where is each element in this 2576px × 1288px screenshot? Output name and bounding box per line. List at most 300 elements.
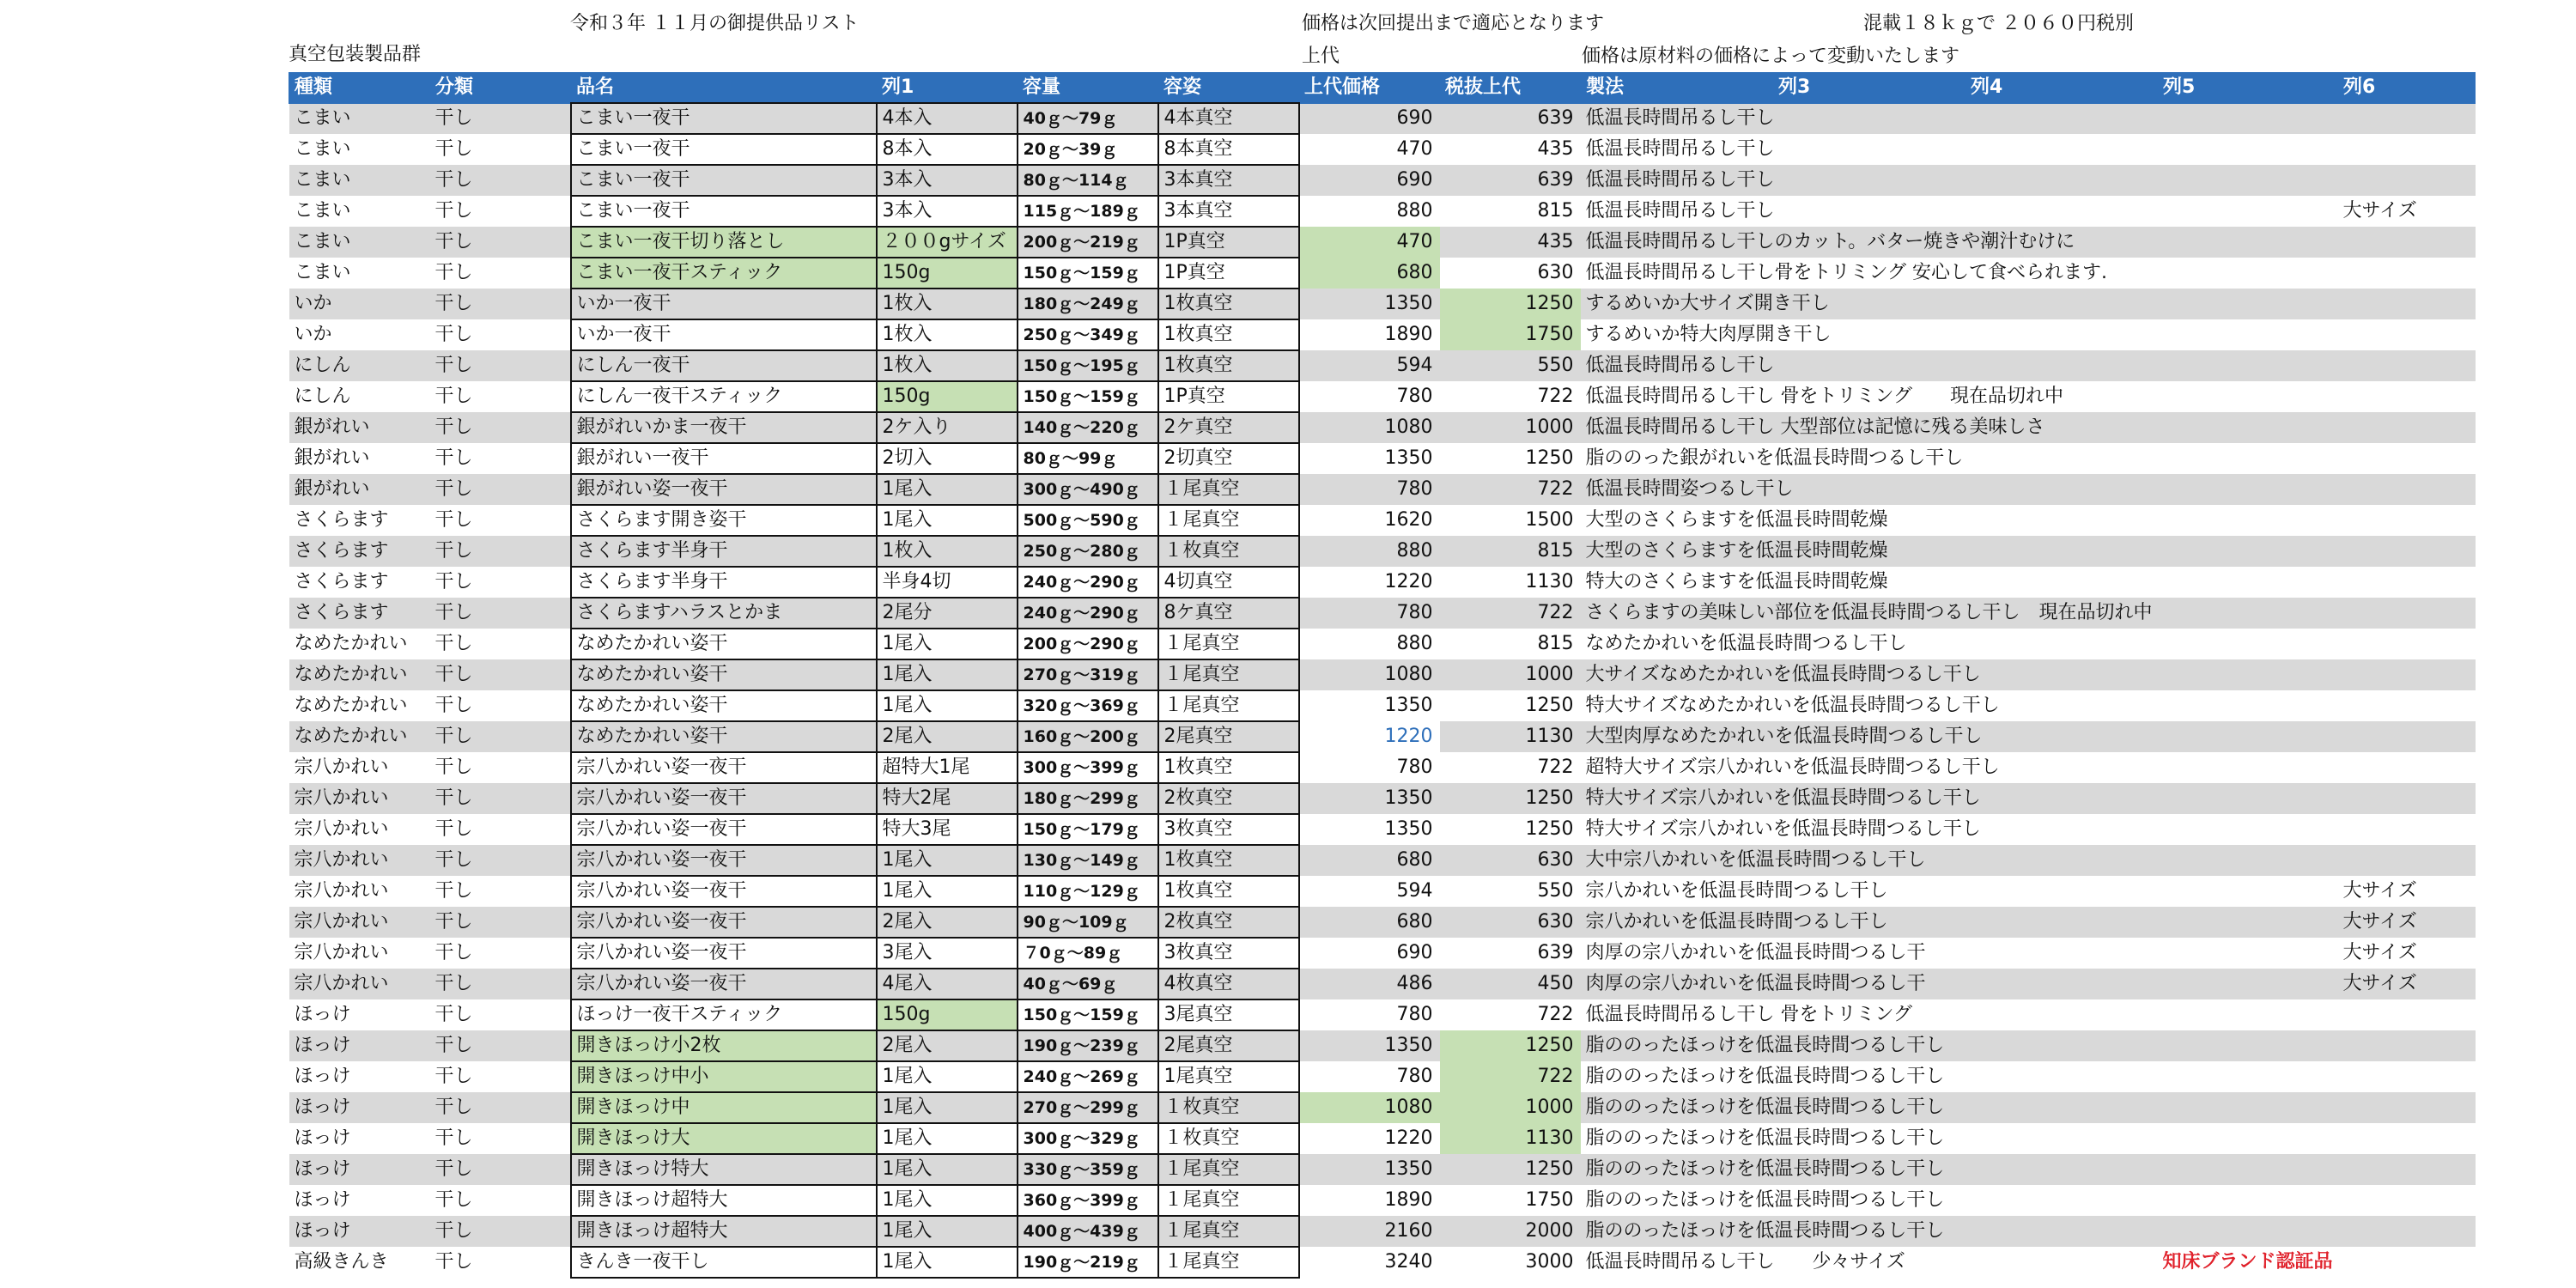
cell-retail-price[interactable] <box>1299 1216 1440 1247</box>
cell-net-price[interactable] <box>1440 783 1581 814</box>
cell-col5[interactable] <box>2158 289 2338 319</box>
cell-category[interactable] <box>430 814 571 845</box>
cell-kind[interactable] <box>289 165 430 196</box>
cell-retail-price[interactable] <box>1299 103 1440 134</box>
cell-product-name[interactable] <box>571 1185 877 1216</box>
cell-method[interactable] <box>1581 1185 2158 1216</box>
cell-product-name[interactable] <box>571 443 877 474</box>
cell-category[interactable] <box>430 567 571 598</box>
cell-form[interactable] <box>1158 721 1299 752</box>
cell-category[interactable] <box>430 412 571 443</box>
cell-col6[interactable] <box>2338 319 2476 350</box>
cell-category[interactable] <box>430 999 571 1030</box>
cell-retail-price[interactable] <box>1299 289 1440 319</box>
cell-col6[interactable] <box>2338 258 2476 289</box>
cell-col1[interactable] <box>877 443 1018 474</box>
cell-form[interactable] <box>1158 1061 1299 1092</box>
cell-retail-price[interactable] <box>1299 350 1440 381</box>
cell-col6[interactable] <box>2338 938 2476 969</box>
cell-kind[interactable] <box>289 1154 430 1185</box>
cell-col6[interactable] <box>2338 412 2476 443</box>
cell-retail-price[interactable] <box>1299 505 1440 536</box>
cell-col5[interactable] <box>2158 938 2338 969</box>
column-header[interactable]: 上代価格 <box>1299 73 1440 104</box>
cell-capacity[interactable] <box>1018 814 1158 845</box>
cell-category[interactable] <box>430 1154 571 1185</box>
cell-retail-price[interactable] <box>1299 134 1440 165</box>
column-header[interactable]: 分類 <box>430 73 571 104</box>
cell-retail-price[interactable] <box>1299 1092 1440 1123</box>
cell-product-name[interactable] <box>571 907 877 938</box>
cell-product-name[interactable] <box>571 227 877 258</box>
cell-method[interactable] <box>1581 258 2158 289</box>
cell-col1[interactable] <box>877 319 1018 350</box>
cell-col1[interactable] <box>877 1092 1018 1123</box>
cell-method[interactable] <box>1581 598 2158 629</box>
cell-col5[interactable] <box>2158 165 2338 196</box>
cell-col1[interactable] <box>877 1030 1018 1061</box>
cell-product-name[interactable] <box>571 1216 877 1247</box>
cell-kind[interactable] <box>289 1092 430 1123</box>
cell-method[interactable] <box>1581 721 2158 752</box>
cell-retail-price[interactable] <box>1299 227 1440 258</box>
column-header[interactable]: 容姿 <box>1158 73 1299 104</box>
cell-kind[interactable] <box>289 845 430 876</box>
cell-col1[interactable] <box>877 1216 1018 1247</box>
cell-product-name[interactable] <box>571 969 877 999</box>
cell-net-price[interactable] <box>1440 1247 1581 1278</box>
cell-col6[interactable] <box>2338 999 2476 1030</box>
cell-col5[interactable] <box>2158 474 2338 505</box>
cell-form[interactable] <box>1158 907 1299 938</box>
cell-form[interactable] <box>1158 598 1299 629</box>
cell-col5[interactable] <box>2158 1030 2338 1061</box>
cell-method[interactable] <box>1581 165 2158 196</box>
cell-net-price[interactable] <box>1440 412 1581 443</box>
cell-col1[interactable] <box>877 969 1018 999</box>
cell-capacity[interactable] <box>1018 1030 1158 1061</box>
cell-form[interactable] <box>1158 350 1299 381</box>
cell-product-name[interactable] <box>571 536 877 567</box>
cell-net-price[interactable] <box>1440 1185 1581 1216</box>
cell-col6[interactable] <box>2338 1123 2476 1154</box>
cell-category[interactable] <box>430 1185 571 1216</box>
cell-method[interactable] <box>1581 196 2158 227</box>
cell-retail-price[interactable] <box>1299 783 1440 814</box>
cell-category[interactable] <box>430 1247 571 1278</box>
cell-col5[interactable] <box>2158 629 2338 659</box>
cell-col1[interactable] <box>877 721 1018 752</box>
cell-kind[interactable] <box>289 412 430 443</box>
cell-form[interactable] <box>1158 999 1299 1030</box>
cell-capacity[interactable] <box>1018 1216 1158 1247</box>
cell-retail-price[interactable] <box>1299 659 1440 690</box>
cell-form[interactable] <box>1158 969 1299 999</box>
cell-category[interactable] <box>430 1030 571 1061</box>
cell-capacity[interactable] <box>1018 350 1158 381</box>
cell-product-name[interactable] <box>571 598 877 629</box>
cell-kind[interactable] <box>289 536 430 567</box>
cell-col5[interactable] <box>2158 1092 2338 1123</box>
cell-col1[interactable] <box>877 1154 1018 1185</box>
cell-col1[interactable] <box>877 1123 1018 1154</box>
cell-net-price[interactable] <box>1440 690 1581 721</box>
cell-method[interactable] <box>1581 938 2158 969</box>
cell-product-name[interactable] <box>571 474 877 505</box>
cell-retail-price[interactable] <box>1299 752 1440 783</box>
cell-method[interactable] <box>1581 1030 2158 1061</box>
cell-retail-price[interactable] <box>1299 165 1440 196</box>
cell-product-name[interactable] <box>571 1061 877 1092</box>
cell-method[interactable] <box>1581 134 2158 165</box>
cell-net-price[interactable] <box>1440 1030 1581 1061</box>
cell-retail-price[interactable] <box>1299 999 1440 1030</box>
cell-product-name[interactable] <box>571 721 877 752</box>
cell-product-name[interactable] <box>571 783 877 814</box>
cell-net-price[interactable] <box>1440 969 1581 999</box>
cell-category[interactable] <box>430 1092 571 1123</box>
cell-col1[interactable] <box>877 659 1018 690</box>
cell-col1[interactable] <box>877 412 1018 443</box>
cell-retail-price[interactable] <box>1299 196 1440 227</box>
cell-kind[interactable] <box>289 258 430 289</box>
cell-net-price[interactable] <box>1440 721 1581 752</box>
cell-kind[interactable] <box>289 783 430 814</box>
cell-col5[interactable] <box>2158 690 2338 721</box>
cell-form[interactable] <box>1158 783 1299 814</box>
cell-kind[interactable] <box>289 1216 430 1247</box>
cell-net-price[interactable] <box>1440 258 1581 289</box>
cell-method[interactable] <box>1581 474 2158 505</box>
cell-form[interactable] <box>1158 1247 1299 1278</box>
cell-form[interactable] <box>1158 1123 1299 1154</box>
cell-col6[interactable] <box>2338 1092 2476 1123</box>
cell-col6[interactable] <box>2338 289 2476 319</box>
cell-capacity[interactable] <box>1018 1092 1158 1123</box>
cell-product-name[interactable] <box>571 999 877 1030</box>
cell-category[interactable] <box>430 196 571 227</box>
cell-method[interactable] <box>1581 1092 2158 1123</box>
cell-col1[interactable] <box>877 876 1018 907</box>
cell-net-price[interactable] <box>1440 443 1581 474</box>
cell-capacity[interactable] <box>1018 1154 1158 1185</box>
cell-kind[interactable] <box>289 938 430 969</box>
cell-capacity[interactable] <box>1018 907 1158 938</box>
cell-retail-price[interactable] <box>1299 969 1440 999</box>
cell-method[interactable] <box>1581 814 2158 845</box>
cell-category[interactable] <box>430 350 571 381</box>
cell-method[interactable] <box>1581 381 2158 412</box>
cell-col6[interactable] <box>2338 1154 2476 1185</box>
cell-form[interactable] <box>1158 165 1299 196</box>
cell-net-price[interactable] <box>1440 227 1581 258</box>
cell-col1[interactable] <box>877 814 1018 845</box>
cell-net-price[interactable] <box>1440 350 1581 381</box>
cell-category[interactable] <box>430 845 571 876</box>
cell-retail-price[interactable] <box>1299 876 1440 907</box>
cell-method[interactable] <box>1581 567 2158 598</box>
cell-category[interactable] <box>430 876 571 907</box>
cell-col5[interactable] <box>2158 412 2338 443</box>
cell-retail-price[interactable] <box>1299 690 1440 721</box>
cell-net-price[interactable] <box>1440 598 1581 629</box>
cell-col5[interactable] <box>2158 1247 2338 1278</box>
cell-form[interactable] <box>1158 289 1299 319</box>
cell-col1[interactable] <box>877 598 1018 629</box>
cell-kind[interactable] <box>289 350 430 381</box>
cell-col6[interactable] <box>2338 1185 2476 1216</box>
cell-col5[interactable] <box>2158 969 2338 999</box>
cell-col1[interactable] <box>877 505 1018 536</box>
cell-col1[interactable] <box>877 999 1018 1030</box>
cell-kind[interactable] <box>289 1247 430 1278</box>
cell-retail-price[interactable] <box>1299 721 1440 752</box>
cell-category[interactable] <box>430 258 571 289</box>
cell-capacity[interactable] <box>1018 567 1158 598</box>
cell-col6[interactable] <box>2338 350 2476 381</box>
cell-form[interactable] <box>1158 1154 1299 1185</box>
cell-kind[interactable] <box>289 907 430 938</box>
cell-col6[interactable] <box>2338 196 2476 227</box>
cell-col1[interactable] <box>877 381 1018 412</box>
cell-method[interactable] <box>1581 1216 2158 1247</box>
cell-method[interactable] <box>1581 505 2158 536</box>
cell-method[interactable] <box>1581 1247 2158 1278</box>
cell-method[interactable] <box>1581 690 2158 721</box>
cell-net-price[interactable] <box>1440 629 1581 659</box>
cell-col5[interactable] <box>2158 381 2338 412</box>
cell-net-price[interactable] <box>1440 907 1581 938</box>
cell-category[interactable] <box>430 1123 571 1154</box>
cell-method[interactable] <box>1581 227 2158 258</box>
cell-col5[interactable] <box>2158 876 2338 907</box>
cell-retail-price[interactable] <box>1299 1061 1440 1092</box>
cell-capacity[interactable] <box>1018 659 1158 690</box>
cell-col5[interactable] <box>2158 505 2338 536</box>
cell-col5[interactable] <box>2158 196 2338 227</box>
column-header[interactable]: 列5 <box>2158 73 2338 104</box>
cell-product-name[interactable] <box>571 165 877 196</box>
cell-col6[interactable] <box>2338 165 2476 196</box>
cell-form[interactable] <box>1158 876 1299 907</box>
cell-col5[interactable] <box>2158 1154 2338 1185</box>
cell-retail-price[interactable] <box>1299 845 1440 876</box>
cell-net-price[interactable] <box>1440 938 1581 969</box>
cell-col6[interactable] <box>2338 814 2476 845</box>
cell-category[interactable] <box>430 907 571 938</box>
cell-col1[interactable] <box>877 1247 1018 1278</box>
cell-col6[interactable] <box>2338 598 2476 629</box>
cell-retail-price[interactable] <box>1299 1123 1440 1154</box>
cell-method[interactable] <box>1581 350 2158 381</box>
cell-category[interactable] <box>430 1061 571 1092</box>
cell-method[interactable] <box>1581 659 2158 690</box>
column-header[interactable]: 列3 <box>1772 73 1965 104</box>
cell-product-name[interactable] <box>571 752 877 783</box>
cell-col6[interactable] <box>2338 1247 2476 1278</box>
cell-form[interactable] <box>1158 319 1299 350</box>
cell-kind[interactable] <box>289 1123 430 1154</box>
cell-retail-price[interactable] <box>1299 536 1440 567</box>
cell-col1[interactable] <box>877 103 1018 134</box>
cell-retail-price[interactable] <box>1299 1247 1440 1278</box>
cell-kind[interactable] <box>289 1185 430 1216</box>
cell-category[interactable] <box>430 783 571 814</box>
cell-net-price[interactable] <box>1440 196 1581 227</box>
cell-col6[interactable] <box>2338 969 2476 999</box>
cell-product-name[interactable] <box>571 876 877 907</box>
cell-form[interactable] <box>1158 412 1299 443</box>
cell-net-price[interactable] <box>1440 845 1581 876</box>
cell-form[interactable] <box>1158 938 1299 969</box>
cell-col5[interactable] <box>2158 536 2338 567</box>
cell-category[interactable] <box>430 1216 571 1247</box>
cell-capacity[interactable] <box>1018 381 1158 412</box>
cell-col5[interactable] <box>2158 721 2338 752</box>
cell-capacity[interactable] <box>1018 289 1158 319</box>
cell-net-price[interactable] <box>1440 134 1581 165</box>
cell-col6[interactable] <box>2338 536 2476 567</box>
cell-col5[interactable] <box>2158 845 2338 876</box>
cell-col1[interactable] <box>877 289 1018 319</box>
cell-col6[interactable] <box>2338 690 2476 721</box>
column-header[interactable]: 製法 <box>1581 73 1773 104</box>
cell-net-price[interactable] <box>1440 659 1581 690</box>
cell-col5[interactable] <box>2158 907 2338 938</box>
cell-col5[interactable] <box>2158 258 2338 289</box>
cell-net-price[interactable] <box>1440 536 1581 567</box>
cell-category[interactable] <box>430 938 571 969</box>
cell-form[interactable] <box>1158 752 1299 783</box>
cell-col6[interactable] <box>2338 381 2476 412</box>
cell-method[interactable] <box>1581 319 2158 350</box>
cell-capacity[interactable] <box>1018 258 1158 289</box>
cell-category[interactable] <box>430 721 571 752</box>
cell-product-name[interactable] <box>571 196 877 227</box>
cell-product-name[interactable] <box>571 412 877 443</box>
cell-net-price[interactable] <box>1440 999 1581 1030</box>
cell-retail-price[interactable] <box>1299 938 1440 969</box>
cell-retail-price[interactable] <box>1299 319 1440 350</box>
column-header[interactable]: 品名 <box>571 73 877 104</box>
cell-method[interactable] <box>1581 1154 2158 1185</box>
cell-col6[interactable] <box>2338 443 2476 474</box>
cell-category[interactable] <box>430 629 571 659</box>
cell-net-price[interactable] <box>1440 474 1581 505</box>
cell-capacity[interactable] <box>1018 999 1158 1030</box>
cell-product-name[interactable] <box>571 1030 877 1061</box>
cell-kind[interactable] <box>289 567 430 598</box>
cell-kind[interactable] <box>289 999 430 1030</box>
cell-kind[interactable] <box>289 319 430 350</box>
cell-col5[interactable] <box>2158 1216 2338 1247</box>
cell-category[interactable] <box>430 134 571 165</box>
cell-product-name[interactable] <box>571 258 877 289</box>
cell-net-price[interactable] <box>1440 752 1581 783</box>
cell-net-price[interactable] <box>1440 876 1581 907</box>
cell-col5[interactable] <box>2158 598 2338 629</box>
cell-product-name[interactable] <box>571 134 877 165</box>
cell-net-price[interactable] <box>1440 1061 1581 1092</box>
cell-kind[interactable] <box>289 752 430 783</box>
cell-method[interactable] <box>1581 289 2158 319</box>
cell-kind[interactable] <box>289 690 430 721</box>
cell-capacity[interactable] <box>1018 938 1158 969</box>
cell-col6[interactable] <box>2338 1061 2476 1092</box>
cell-col6[interactable] <box>2338 1216 2476 1247</box>
cell-net-price[interactable] <box>1440 1154 1581 1185</box>
column-header[interactable]: 列4 <box>1965 73 2157 104</box>
cell-net-price[interactable] <box>1440 1216 1581 1247</box>
cell-col5[interactable] <box>2158 227 2338 258</box>
cell-category[interactable] <box>430 598 571 629</box>
cell-capacity[interactable] <box>1018 165 1158 196</box>
cell-category[interactable] <box>430 319 571 350</box>
column-header[interactable]: 税抜上代 <box>1440 73 1581 104</box>
cell-kind[interactable] <box>289 659 430 690</box>
cell-product-name[interactable] <box>571 1247 877 1278</box>
cell-col1[interactable] <box>877 1061 1018 1092</box>
cell-capacity[interactable] <box>1018 752 1158 783</box>
cell-form[interactable] <box>1158 845 1299 876</box>
cell-net-price[interactable] <box>1440 381 1581 412</box>
cell-category[interactable] <box>430 659 571 690</box>
cell-col5[interactable] <box>2158 999 2338 1030</box>
cell-net-price[interactable] <box>1440 814 1581 845</box>
cell-capacity[interactable] <box>1018 474 1158 505</box>
cell-kind[interactable] <box>289 1030 430 1061</box>
cell-retail-price[interactable] <box>1299 814 1440 845</box>
cell-category[interactable] <box>430 969 571 999</box>
column-header[interactable]: 種類 <box>289 73 430 104</box>
cell-retail-price[interactable] <box>1299 567 1440 598</box>
cell-category[interactable] <box>430 381 571 412</box>
cell-product-name[interactable] <box>571 1092 877 1123</box>
cell-col5[interactable] <box>2158 1185 2338 1216</box>
cell-col5[interactable] <box>2158 567 2338 598</box>
cell-form[interactable] <box>1158 690 1299 721</box>
cell-method[interactable] <box>1581 845 2158 876</box>
cell-form[interactable] <box>1158 134 1299 165</box>
cell-col6[interactable] <box>2338 567 2476 598</box>
cell-product-name[interactable] <box>571 505 877 536</box>
cell-kind[interactable] <box>289 505 430 536</box>
cell-net-price[interactable] <box>1440 103 1581 134</box>
cell-col1[interactable] <box>877 165 1018 196</box>
cell-method[interactable] <box>1581 752 2158 783</box>
cell-col1[interactable] <box>877 227 1018 258</box>
cell-kind[interactable] <box>289 814 430 845</box>
cell-retail-price[interactable] <box>1299 412 1440 443</box>
cell-net-price[interactable] <box>1440 165 1581 196</box>
cell-net-price[interactable] <box>1440 505 1581 536</box>
cell-form[interactable] <box>1158 1092 1299 1123</box>
cell-capacity[interactable] <box>1018 1247 1158 1278</box>
cell-capacity[interactable] <box>1018 319 1158 350</box>
cell-col6[interactable] <box>2338 907 2476 938</box>
cell-form[interactable] <box>1158 1030 1299 1061</box>
cell-form[interactable] <box>1158 227 1299 258</box>
cell-method[interactable] <box>1581 907 2158 938</box>
cell-method[interactable] <box>1581 1123 2158 1154</box>
column-header[interactable]: 列1 <box>877 73 1018 104</box>
cell-col1[interactable] <box>877 474 1018 505</box>
cell-col6[interactable] <box>2338 659 2476 690</box>
cell-method[interactable] <box>1581 536 2158 567</box>
cell-product-name[interactable] <box>571 938 877 969</box>
cell-kind[interactable] <box>289 134 430 165</box>
cell-col5[interactable] <box>2158 783 2338 814</box>
